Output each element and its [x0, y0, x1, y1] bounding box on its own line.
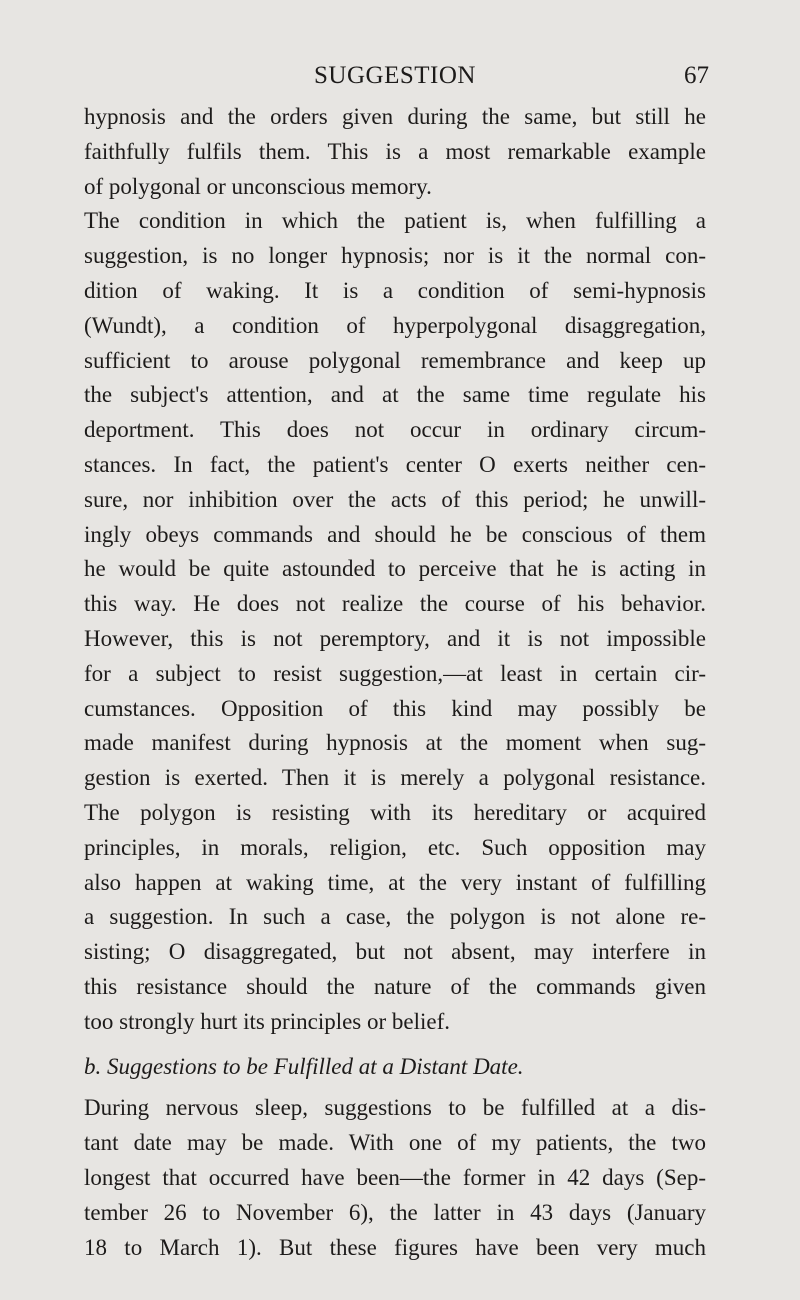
text-line: tant date may be made. With one of my patients, the two — [84, 1130, 706, 1156]
text-line: longest that occurred have been—the former in 42 days (Sep- — [84, 1164, 706, 1190]
page-number: 67 — [684, 62, 709, 89]
text-line: principles, in morals, religion, etc. Such opposition may — [84, 834, 706, 860]
text-line: for a subject to resist suggestion,—at least in certain cir- — [84, 660, 706, 686]
text-line: suggestion, is no longer hypnosis; nor is it the normal con- — [84, 243, 706, 269]
body-text — [84, 100, 706, 1265]
paragraph-1 — [84, 100, 706, 204]
text-line: dition of waking. It is a condition of semi-hypnosis — [84, 277, 706, 303]
running-title: SUGGESTION — [314, 62, 476, 89]
text-line: stances. In fact, the patient's center O exerts neither cen- — [84, 451, 706, 477]
text-line: made manifest during hypnosis at the moment when sug- — [84, 730, 706, 756]
text-line: hypnosis and the orders given during the same, but still he — [84, 104, 706, 129]
text-line: the subject's attention, and at the same time regulate his — [84, 382, 706, 408]
text-line: this resistance should the nature of the commands given — [84, 973, 706, 999]
text-line: too strongly hurt its principles or belief. — [84, 1008, 451, 1034]
text-line: a suggestion. In such a case, the polygon is not alone re- — [84, 904, 706, 930]
text-line: cumstances. Opposition of this kind may possibly be — [84, 695, 706, 721]
text-line: (Wundt), a condition of hyperpolygonal disaggregation, — [84, 312, 706, 338]
running-head — [84, 62, 709, 92]
text-line: also happen at waking time, at the very instant of fulfilling — [84, 869, 706, 895]
text-line: sisting; O disaggregated, but not absent, may interfere in — [84, 939, 706, 965]
paragraph-2 — [84, 204, 706, 1039]
text-line: faithfully fulfils them. This is a most remarkable example — [84, 138, 706, 164]
text-line: However, this is not peremptory, and it is not impossible — [84, 625, 706, 651]
text-line: this way. He does not realize the course of his behavior. — [84, 591, 706, 617]
text-line: sufficient to arouse polygonal remembrance and keep up — [84, 347, 706, 373]
section-heading: b. Suggestions to be Fulfilled at a Distant Date. — [84, 1053, 524, 1079]
text-line: deportment. This does not occur in ordinary circum- — [84, 417, 706, 443]
text-line: sure, nor inhibition over the acts of this period; he unwill- — [84, 486, 706, 512]
text-line: The condition in which the patient is, when fulfilling a — [84, 208, 706, 234]
paragraph-3 — [84, 1091, 706, 1265]
text-line: he would be quite astounded to perceive that he is acting in — [84, 556, 706, 582]
text-line: 18 to March 1). But these figures have been very much — [84, 1234, 706, 1260]
text-line: During nervous sleep, suggestions to be fulfilled at a dis- — [84, 1095, 706, 1121]
text-line: ingly obeys commands and should he be conscious of them — [84, 521, 706, 547]
text-line: gestion is exerted. Then it is merely a polygonal resistance. — [84, 765, 706, 791]
text-line: tember 26 to November 6), the latter in 43 days (January — [84, 1199, 706, 1225]
text-line: of polygonal or unconscious memory. — [84, 173, 432, 199]
text-line: The polygon is resisting with its hereditary or acquired — [84, 799, 706, 825]
